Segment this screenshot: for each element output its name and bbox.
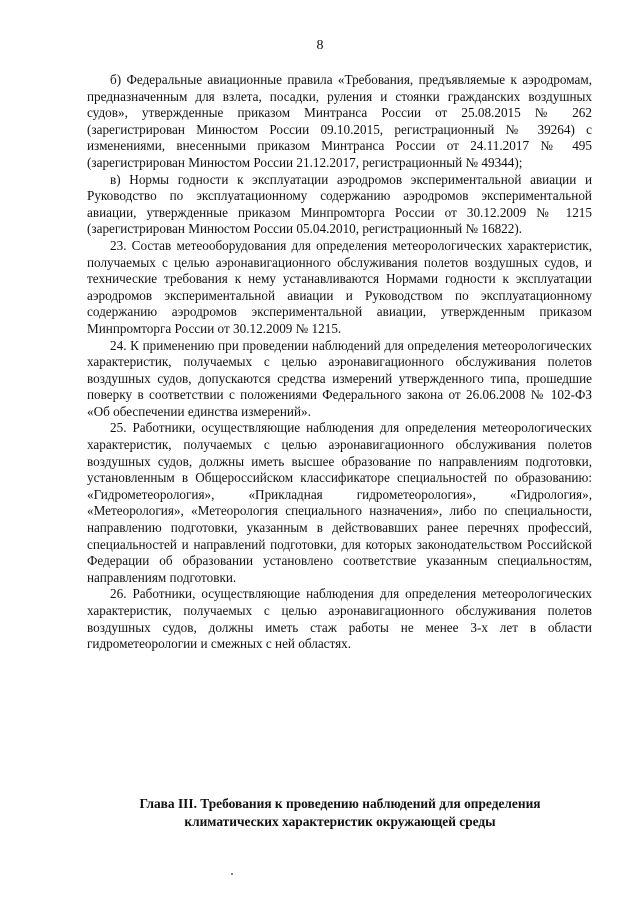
chapter-heading-line-2: климатических характеристик окружающей среды <box>184 814 496 829</box>
paragraph-23-meteo-equipment: 23. Состав метеооборудования для определения метеорологических характеристик, получаемых с целью аэронавигационного обслуживания полетов воздушных судов, и технические требования к нему устанавливаются Нормами годности к эксплуатации аэродромов экспериментальной авиации и Руководством по эксплуатационному содержанию аэродромов экспериментальной авиации, утвержденным приказом Минпромторга России от 30.12.2009 № 1215. <box>87 237 592 336</box>
paragraph-26-staff-experience: 26. Работники, осуществляющие наблюдения для определения метеорологических характеристик, получаемых с целью аэронавигационного обслуживания полетов воздушных судов, должны иметь стаж работы не менее 3-х лет в области гидрометеорологии и смежных с ней областях. <box>87 586 592 652</box>
chapter-heading <box>80 795 600 831</box>
chapter-heading-line-1: Глава III. Требования к проведению наблюдений для определения <box>139 796 541 811</box>
paragraph-25-staff-education: 25. Работники, осуществляющие наблюдения для определения метеорологических характеристик, получаемых с целью аэронавигационного обслуживания полетов воздушных судов, должны иметь высшее образование по направлениям подготовки, установленным в Общероссийском классификаторе специальностей по образованию: «Гидрометеорология», «Прикладная гидрометеорология», «Гидрология», «Метеорология», «Метеорология специального назначения», либо по специальности, направлению подготовки, указанным в действовавших ранее перечнях профессий, специальностей и направлений подготовки, для которых законодательством Российской Федерации об образовании установлено соответствие указанным специальностям, направлениям подготовки. <box>87 420 592 585</box>
paragraph-b-federal-aviation-rules: б) Федеральные авиационные правила «Требования, предъявляемые к аэродромам, предназначенным для взлета, посадки, руления и стоянки гражданских воздушных судов», утвержденные приказом Минтранса России от 25.08.2015 № 262 (зарегистрирован Минюстом России 09.10.2015, регистрационный № 39264) с изменениями, внесенными приказом Минтранса России от 24.11.2017 № 495 (зарегистрирован Минюстом России 21.12.2017, регистрационный № 49344); <box>87 72 592 170</box>
paragraph-v-airfield-norms: в) Нормы годности к эксплуатации аэродромов экспериментальной авиации и Руководство по эксплуатационному содержанию аэродромов экспериментальной авиации, утвержденные приказом Минпромторга России от 30.12.2009 № 1215 (зарегистрирован Минюстом России 05.04.2010, регистрационный № 16822). <box>87 171 592 237</box>
body-text <box>87 72 592 653</box>
paragraph-24-measuring-instruments: 24. К применению при проведении наблюдений для определения метеорологических характеристик, получаемых с целью аэронавигационного обслуживания полетов воздушных судов, допускаются средства измерений утвержденного типа, прошедшие поверку в соответствии с положениями Федерального закона от 26.06.2008 № 102-ФЗ «Об обеспечении единства измерений». <box>87 337 592 419</box>
page-number: 8 <box>316 38 324 53</box>
scan-speck <box>231 873 233 875</box>
